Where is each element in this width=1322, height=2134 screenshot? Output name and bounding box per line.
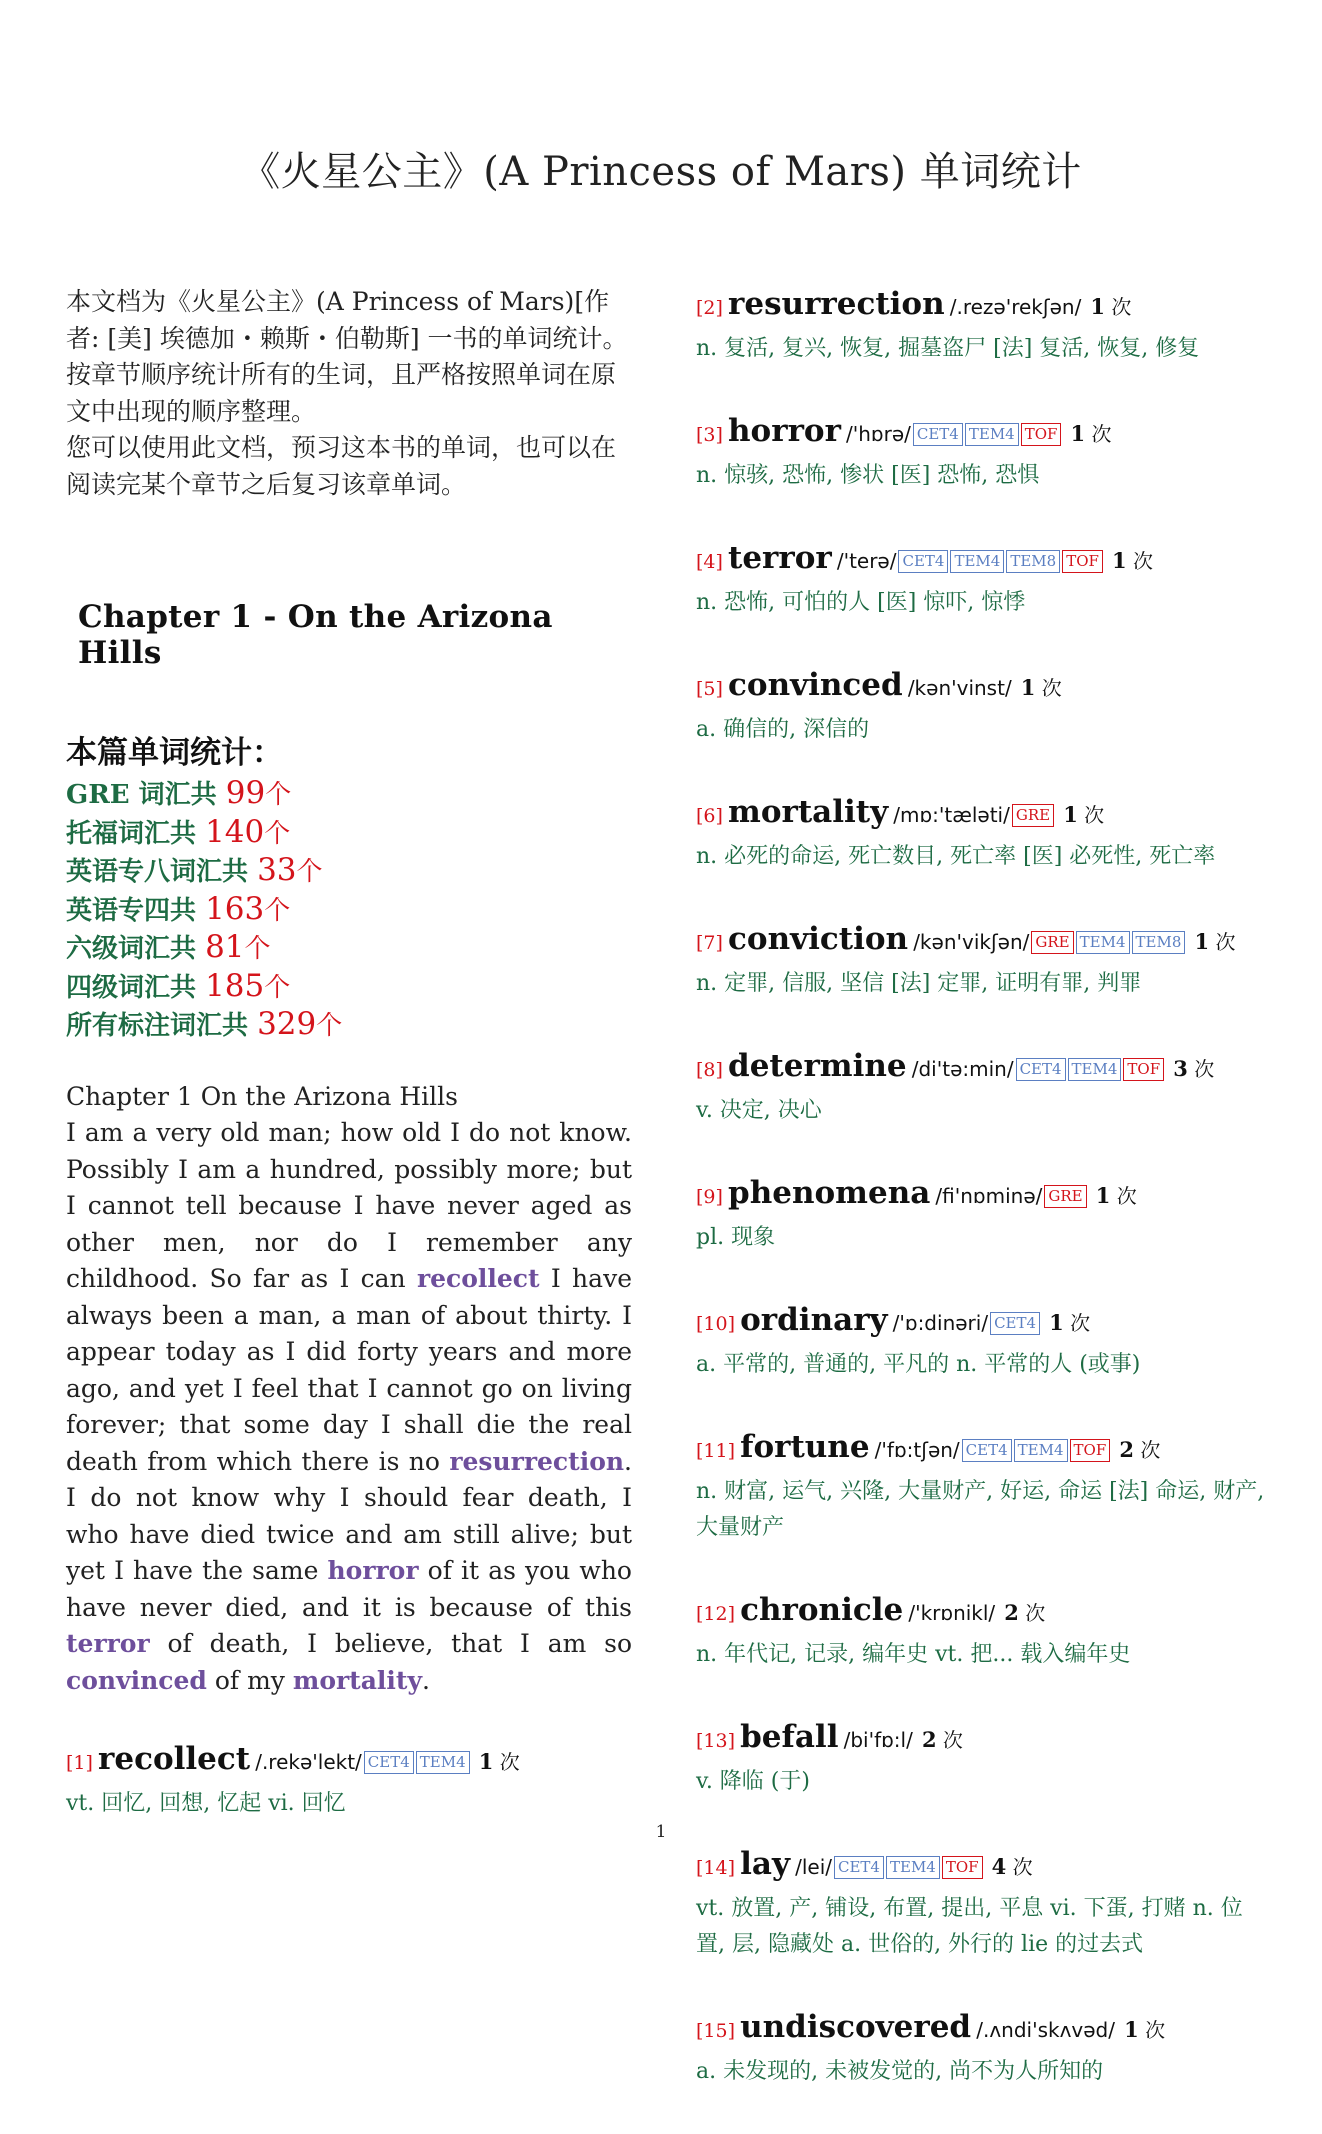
- entry-word: lay: [740, 1846, 790, 1882]
- vocab-entry: [696, 2007, 1266, 2090]
- entry-count-unit: 次: [1194, 1057, 1215, 1081]
- entry-phonetic: /'ɒ:dinəri/: [892, 1311, 989, 1335]
- entry-index: [13]: [696, 1730, 736, 1752]
- entry-phonetic: /kən'vikʃən/: [913, 930, 1030, 954]
- entry-definition: a. 确信的, 深信的: [696, 717, 870, 742]
- right-vocab-list: [696, 284, 1266, 2134]
- entry-definition: n. 恐怖, 可怕的人 [医] 惊吓, 惊悸: [696, 590, 1026, 615]
- entry-phonetic: /'fɒ:tʃən/: [874, 1438, 960, 1462]
- stat-row: [66, 891, 632, 930]
- entry-index: [10]: [696, 1313, 736, 1335]
- entry-tag: CET4: [962, 1439, 1012, 1462]
- highlighted-word: terror: [66, 1629, 150, 1658]
- entry-phonetic: /'krɒnikl/: [908, 1601, 996, 1625]
- left-column: [66, 284, 632, 1866]
- entry-tag: TEM8: [1006, 550, 1060, 573]
- entry-word: horror: [728, 413, 841, 449]
- stat-unit: 个: [264, 895, 291, 926]
- entry-count-value: 1: [1095, 1183, 1111, 1208]
- entry-count: [1194, 930, 1235, 954]
- vocab-entry-head: [696, 1300, 1266, 1345]
- stat-row: [66, 1006, 632, 1045]
- entry-count: [1124, 2018, 1165, 2042]
- entry-definition: n. 年代记, 记录, 编年史 vt. 把... 载入编年史: [696, 1642, 1131, 1667]
- entry-tag: CET4: [1016, 1058, 1066, 1081]
- passage: [66, 1115, 632, 1699]
- entry-count-value: 1: [1020, 675, 1036, 700]
- entry-count: [992, 1855, 1033, 1879]
- stat-row: [66, 814, 632, 853]
- entry-index: [9]: [696, 1186, 723, 1208]
- entry-count-unit: 次: [1145, 2018, 1166, 2042]
- entry-word: conviction: [728, 921, 909, 957]
- entry-word: terror: [728, 540, 832, 576]
- entry-definition: a. 未发现的, 未被发觉的, 尚不为人所知的: [696, 2059, 1104, 2084]
- entry-tag: CET4: [990, 1312, 1040, 1335]
- entry-count-value: 1: [1070, 421, 1086, 446]
- passage-text: of it as you who have never died, and it is because of this: [66, 1556, 632, 1622]
- entry-phonetic: /kən'vinst/: [907, 676, 1012, 700]
- passage-text: I am a very old man; how old I do not know. Possibly I am a hundred, possibly more; but I cannot tell because I have never aged as other men, nor do I remember any childhood. So far as I can: [66, 1118, 632, 1293]
- entry-count-unit: 次: [1025, 1601, 1046, 1625]
- stat-row: [66, 775, 632, 814]
- vocab-entry-head: [66, 1739, 632, 1784]
- stat-value: 33: [257, 852, 297, 888]
- vocab-entry: [696, 284, 1266, 367]
- vocab-entry-head: [696, 665, 1266, 710]
- entry-definition: n. 必死的命运, 死亡数目, 死亡率 [医] 必死性, 死亡率: [696, 844, 1216, 869]
- entry-definition: v. 决定, 决心: [696, 1098, 822, 1123]
- entry-tag: TEM4: [1068, 1058, 1122, 1081]
- vocab-entry: [696, 1173, 1266, 1256]
- entry-index: [6]: [696, 805, 723, 827]
- left-vocab-list: [66, 1739, 632, 1822]
- entry-index: [14]: [696, 1857, 736, 1879]
- entry-definition: vt. 放置, 产, 铺设, 布置, 提出, 平息 vi. 下蛋, 打赌 n. 位置, 层, 隐藏处 a. 世俗的, 外行的 lie 的过去式: [696, 1896, 1243, 1957]
- vocab-entry-head: [696, 1046, 1266, 1091]
- highlighted-word: resurrection: [449, 1446, 625, 1476]
- entry-tag: GRE: [1031, 931, 1073, 954]
- entry-tag: TOF: [1070, 1439, 1111, 1462]
- intro-paragraph: 本文档为《火星公主》(A Princess of Mars)[作者: [美] 埃德加・赖斯・伯勒斯] 一书的单词统计。: [66, 287, 628, 353]
- entry-phonetic: /.ʌndi'skʌvəd/: [976, 2018, 1115, 2042]
- vocab-entry: [696, 1717, 1266, 1800]
- entry-tag: TEM4: [1014, 1439, 1068, 1462]
- vocab-entry: [696, 1046, 1266, 1129]
- vocab-entry-head: [696, 538, 1266, 583]
- entry-count-value: 2: [1119, 1437, 1134, 1462]
- stat-label: 英语专四共: [66, 895, 206, 926]
- vocab-entry-head: [696, 1717, 1266, 1762]
- entry-word: undiscovered: [740, 2009, 972, 2045]
- vocab-entry: [696, 919, 1266, 1002]
- entry-word: fortune: [740, 1429, 870, 1465]
- entry-index: [7]: [696, 932, 723, 954]
- entry-index: [3]: [696, 424, 723, 446]
- stat-value: 329: [257, 1006, 317, 1042]
- entry-phonetic: /.rezə'rekʃən/: [949, 295, 1082, 319]
- highlighted-word: recollect: [416, 1264, 540, 1293]
- entry-count-value: 1: [1112, 548, 1127, 573]
- vocab-entry-head: [696, 792, 1266, 837]
- entry-count-value: 1: [1194, 929, 1210, 954]
- entry-count-value: 4: [991, 1854, 1007, 1879]
- stat-label: 六级词汇共: [66, 934, 206, 964]
- entry-word: chronicle: [740, 1592, 904, 1628]
- vocab-entry: [696, 792, 1266, 875]
- stat-unit: 个: [264, 818, 291, 849]
- entry-word: mortality: [728, 794, 889, 830]
- entry-definition: a. 平常的, 普通的, 平凡的 n. 平常的人 (或事): [696, 1352, 1141, 1377]
- entry-index: [15]: [696, 2020, 736, 2042]
- entry-count-unit: 次: [1084, 803, 1105, 827]
- passage-text: . I do not know why I should fear death, I who have died twice and am still alive; but yet I have the same: [66, 1446, 632, 1585]
- entry-word: determine: [728, 1048, 907, 1084]
- entry-tag: CET4: [364, 1751, 414, 1774]
- entry-definition: vt. 回忆, 回想, 忆起 vi. 回忆: [66, 1791, 346, 1816]
- entry-tag: TEM4: [416, 1751, 470, 1774]
- entry-count: [1021, 676, 1062, 700]
- entry-index: [11]: [696, 1440, 736, 1462]
- entry-word: ordinary: [740, 1302, 888, 1338]
- stat-unit: 个: [316, 1011, 343, 1041]
- entry-phonetic: /bi'fɒ:l/: [843, 1728, 913, 1752]
- passage-chapter-line: Chapter 1 On the Arizona Hills: [66, 1081, 458, 1111]
- entry-definition: v. 降临 (于): [696, 1769, 810, 1794]
- entry-count-value: 1: [1063, 802, 1078, 827]
- stat-label: 英语专八词汇共: [66, 857, 258, 887]
- entry-index: [4]: [696, 551, 723, 573]
- vocab-entry: [696, 1427, 1266, 1546]
- entry-count: [1173, 1057, 1214, 1081]
- entry-count: [1071, 422, 1112, 446]
- page-title: 《火星公主》(A Princess of Mars) 单词统计: [240, 149, 1082, 195]
- stat-label: 所有标注词汇共: [66, 1011, 258, 1041]
- chapter-heading: Chapter 1 - On the Arizona Hills: [78, 599, 553, 671]
- vocab-entry: [696, 1300, 1266, 1383]
- stat-row: [66, 852, 632, 891]
- stat-value: 163: [205, 890, 265, 927]
- entry-definition: pl. 现象: [696, 1225, 776, 1250]
- entry-count: [479, 1750, 520, 1774]
- entry-tag: GRE: [1012, 804, 1054, 827]
- entry-tag: TEM4: [886, 1856, 940, 1879]
- stat-value: 140: [205, 813, 265, 850]
- entry-count-value: 2: [1004, 1600, 1019, 1625]
- entry-tag: GRE: [1044, 1185, 1086, 1208]
- vocab-entry-head: [696, 1173, 1266, 1218]
- stat-row: [66, 929, 632, 968]
- vocab-entry: [696, 665, 1266, 748]
- entry-index: [12]: [696, 1603, 736, 1625]
- entry-count-unit: 次: [1091, 422, 1112, 446]
- entry-phonetic: /fi'nɒminə/: [935, 1184, 1043, 1208]
- vocab-entry: [696, 1844, 1266, 1963]
- stat-unit: 个: [296, 857, 323, 887]
- passage-text: I have always been a man, a man of about thirty. I appear today as I did forty years and more ago, and yet I feel that I cannot go on living forever; that some day I shall die the real death from which there is no: [66, 1264, 632, 1476]
- entry-count-unit: 次: [1132, 549, 1153, 573]
- entry-count-unit: 次: [1116, 1184, 1137, 1208]
- entry-tag: TOF: [942, 1856, 983, 1879]
- vocab-entry-head: [696, 284, 1266, 329]
- entry-count-unit: 次: [1041, 676, 1062, 700]
- highlighted-word: mortality: [292, 1665, 422, 1695]
- entry-phonetic: /lei/: [795, 1855, 832, 1879]
- intro: [66, 284, 632, 503]
- vocab-entry-head: [696, 1427, 1266, 1472]
- stat-unit: 个: [265, 780, 292, 810]
- entry-index: [2]: [696, 297, 723, 319]
- entry-count-value: 3: [1173, 1056, 1188, 1081]
- entry-phonetic: /.rekə'lekt/: [255, 1750, 362, 1774]
- intro-paragraph: 按章节顺序统计所有的生词，且严格按照单词在原文中出现的顺序整理。: [66, 360, 617, 426]
- vocab-entry: [696, 411, 1266, 494]
- page-number: 1: [655, 1822, 667, 1842]
- entry-phonetic: /di'tə:min/: [911, 1057, 1014, 1081]
- highlighted-word: convinced: [66, 1665, 207, 1695]
- passage-text: .: [422, 1665, 430, 1695]
- entry-tag: TEM8: [1132, 931, 1186, 954]
- stat-unit: 个: [244, 934, 271, 964]
- entry-tag: TEM4: [965, 423, 1019, 446]
- entry-count-value: 1: [1124, 2017, 1139, 2042]
- entry-count-value: 1: [1049, 1310, 1064, 1335]
- entry-tag: TOF: [1021, 423, 1062, 446]
- passage-text: of death, I believe, that I am so: [149, 1629, 632, 1658]
- entry-tag: TEM4: [950, 550, 1004, 573]
- vocab-entry: [696, 538, 1266, 621]
- entry-count: [1049, 1311, 1090, 1335]
- entry-count-value: 1: [478, 1749, 494, 1774]
- entry-tag: TOF: [1062, 550, 1103, 573]
- entry-count: [1096, 1184, 1137, 1208]
- stat-value: 185: [205, 967, 265, 1004]
- entry-count: [1112, 549, 1153, 573]
- entry-count-unit: 次: [1012, 1855, 1033, 1879]
- stat-label: 托福词汇共: [66, 818, 206, 849]
- intro-paragraph: 您可以使用此文档，预习这本书的单词，也可以在阅读完某个章节之后复习该章单词。: [66, 433, 617, 499]
- entry-index: [1]: [66, 1752, 93, 1774]
- stat-unit: 个: [264, 972, 291, 1003]
- stat-label: GRE 词汇共: [66, 780, 226, 810]
- entry-phonetic: /'terə/: [836, 549, 897, 573]
- entry-count: [1090, 295, 1131, 319]
- stat-value: 81: [205, 929, 245, 965]
- entry-definition: n. 复活, 复兴, 恢复, 掘墓盗尸 [法] 复活, 恢复, 修复: [696, 336, 1200, 361]
- entry-definition: n. 定罪, 信服, 坚信 [法] 定罪, 证明有罪, 判罪: [696, 971, 1142, 996]
- entry-tag: CET4: [898, 550, 948, 573]
- vocab-entry-head: [696, 919, 1266, 964]
- stats-list: [66, 775, 632, 1045]
- stats-title: 本篇单词统计：: [66, 735, 283, 771]
- entry-tag: CET4: [913, 423, 963, 446]
- vocab-entry-head: [696, 1844, 1266, 1889]
- entry-tag: TOF: [1123, 1058, 1164, 1081]
- entry-definition: n. 惊骇, 恐怖, 惨状 [医] 恐怖, 恐惧: [696, 463, 1040, 488]
- entry-tag: CET4: [834, 1856, 884, 1879]
- stat-value: 99: [225, 775, 266, 811]
- stat-label: 四级词汇共: [66, 972, 206, 1003]
- vocab-entry-head: [696, 1590, 1266, 1635]
- entry-phonetic: /mɒ:'tæləti/: [893, 803, 1010, 827]
- stat-row: [66, 968, 632, 1007]
- entry-word: befall: [740, 1719, 839, 1755]
- entry-count: [922, 1728, 963, 1752]
- entry-definition: n. 财富, 运气, 兴隆, 大量财产, 好运, 命运 [法] 命运, 财产, 大量财产: [696, 1479, 1265, 1540]
- entry-count-unit: 次: [1070, 1311, 1091, 1335]
- entry-word: convinced: [728, 667, 903, 703]
- entry-count-unit: 次: [499, 1750, 520, 1774]
- entry-count-value: 2: [921, 1727, 937, 1752]
- entry-count: [1063, 803, 1104, 827]
- vocab-entry-head: [696, 2007, 1266, 2052]
- vocab-entry: [66, 1739, 632, 1822]
- entry-word: phenomena: [728, 1175, 931, 1211]
- entry-count-unit: 次: [1215, 930, 1236, 954]
- entry-word: recollect: [98, 1741, 251, 1777]
- entry-count: [1004, 1601, 1045, 1625]
- vocab-entry-head: [696, 411, 1266, 456]
- passage-text: of my: [206, 1665, 293, 1695]
- vocab-entry: [696, 1590, 1266, 1673]
- entry-count-unit: 次: [1111, 295, 1132, 319]
- entry-phonetic: /'hɒrə/: [846, 422, 911, 446]
- entry-count-unit: 次: [1140, 1438, 1161, 1462]
- entry-index: [5]: [696, 678, 723, 700]
- highlighted-word: horror: [327, 1556, 419, 1585]
- entry-word: resurrection: [728, 286, 945, 322]
- entry-count-unit: 次: [942, 1728, 963, 1752]
- entry-tag: TEM4: [1076, 931, 1130, 954]
- entry-index: [8]: [696, 1059, 723, 1081]
- entry-count-value: 1: [1090, 294, 1106, 319]
- entry-count: [1119, 1438, 1160, 1462]
